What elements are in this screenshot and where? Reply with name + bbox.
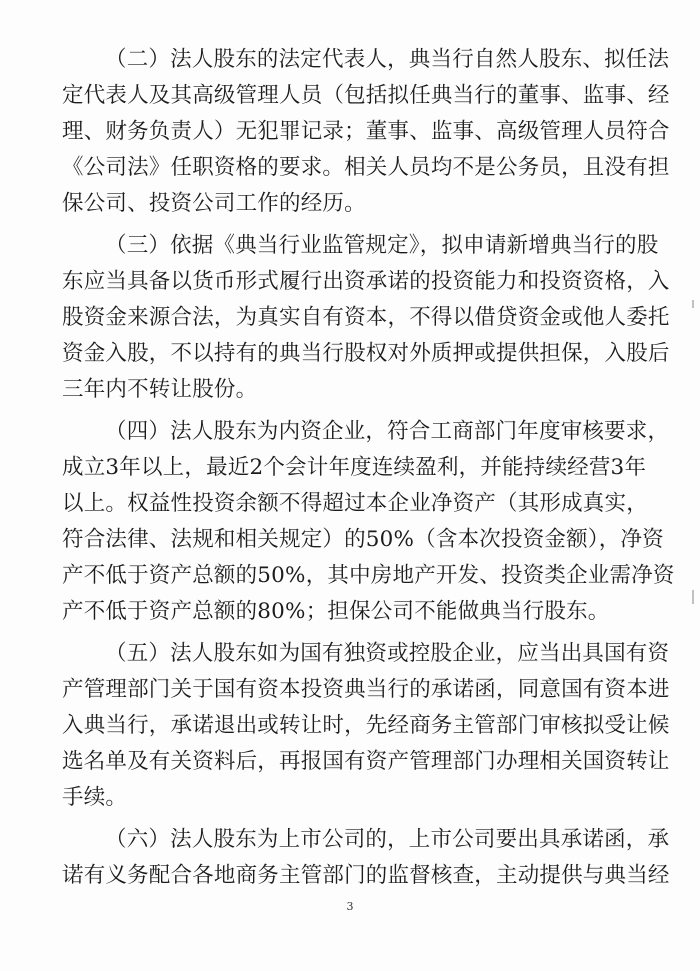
text-line: （四）法人股东为内资企业，符合工商部门年度审核要求， xyxy=(105,419,670,444)
text-line: 产不低于资产总额的80%；担保公司不能做典当行股东。 xyxy=(62,599,610,624)
scan-edge-mark xyxy=(692,300,694,308)
text-line: 符合法律、法规和相关规定）的50%（含本次投资金额），净资 xyxy=(62,527,664,552)
text-line: 三年内不转让股份。 xyxy=(62,377,258,402)
text-line: 理、财务负责人）无犯罪记录；董事、监事、高级管理人员符合 xyxy=(62,119,670,144)
text-line: 保公司、投资公司工作的经历。 xyxy=(62,191,366,216)
text-line: 股资金来源合法，为真实自有资本，不得以借贷资金或他人委托 xyxy=(62,305,670,330)
page-number: 3 xyxy=(346,900,354,913)
text-line: 资金入股，不以持有的典当行股权对外质押或提供担保，入股后 xyxy=(62,341,670,366)
text-line: 选名单及有关资料后，再报国有资产管理部门办理相关国资转让 xyxy=(62,749,670,774)
text-line: 东应当具备以货币形式履行出资承诺的投资能力和投资资格，入 xyxy=(62,269,670,294)
text-line: 产不低于资产总额的50%，其中房地产开发、投资类企业需净资 xyxy=(62,563,675,588)
text-line: 手续。 xyxy=(62,785,128,810)
text-line: （二）法人股东的法定代表人，典当行自然人股东、拟任法 xyxy=(105,47,670,72)
text-line: 成立3年以上，最近2个会计年度连续盈利，并能持续经营3年 xyxy=(62,455,647,480)
text-line: 定代表人及其高级管理人员（包括拟任典当行的董事、监事、经 xyxy=(62,83,670,108)
text-line: （三）依据《典当行业监管规定》，拟申请新增典当行的股 xyxy=(105,233,659,258)
text-line: （五）法人股东如为国有独资或控股企业，应当出具国有资 xyxy=(105,641,670,666)
text-line: （六）法人股东为上市公司的，上市公司要出具承诺函，承 xyxy=(105,827,670,852)
text-line: 《公司法》任职资格的要求。相关人员均不是公务员，且没有担 xyxy=(62,155,670,180)
text-line: 以上。权益性投资余额不得超过本企业净资产（其形成真实， xyxy=(62,491,648,516)
text-line: 诺有义务配合各地商务主管部门的监督核查，主动提供与典当经 xyxy=(62,863,670,888)
text-line: 入典当行，承诺退出或转让时，先经商务主管部门审核拟受让候 xyxy=(62,713,670,738)
scan-edge-mark xyxy=(692,590,694,604)
text-line: 产管理部门关于国有资本投资典当行的承诺函，同意国有资本进 xyxy=(62,677,670,702)
